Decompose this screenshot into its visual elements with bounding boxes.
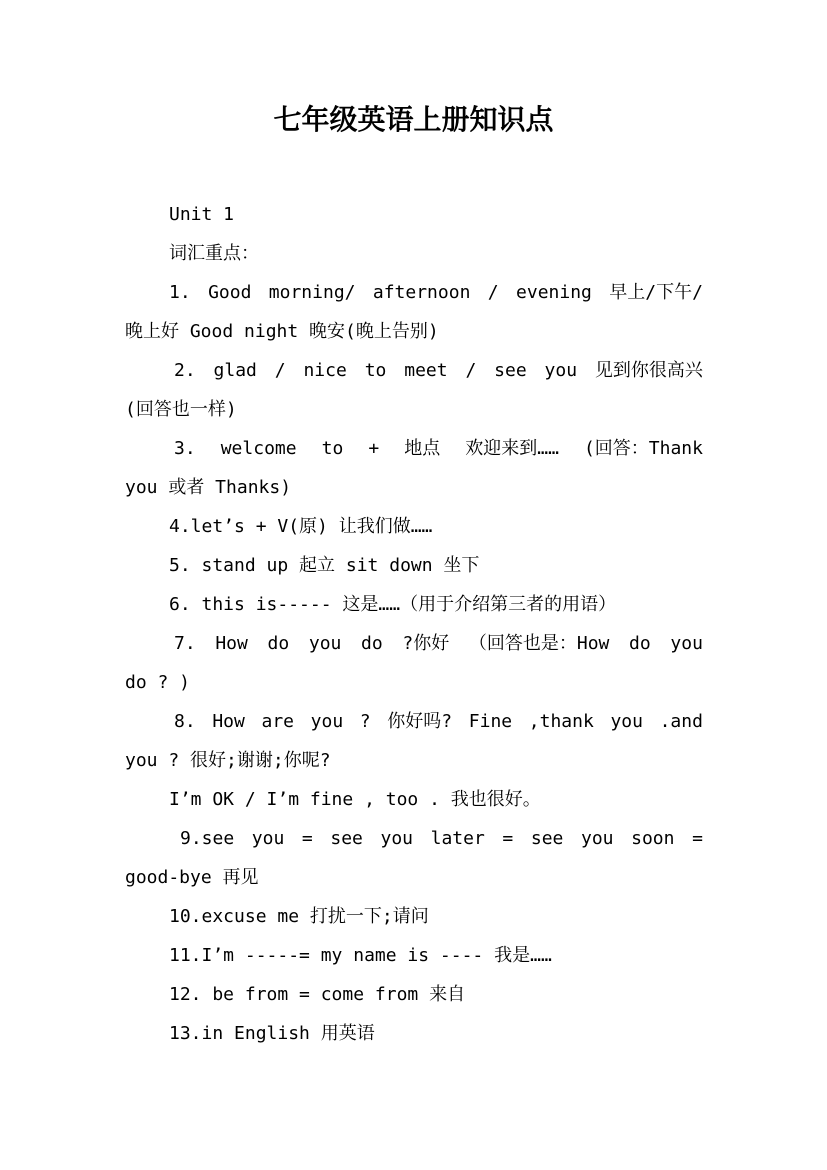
word: 欢迎来到……	[465, 438, 559, 459]
item-2-line-2: (回答也一样)	[125, 399, 237, 420]
item-11: 11.I’m -----= my name is ---- 我是……	[169, 945, 552, 966]
word: glad	[213, 360, 257, 381]
document-title: 七年级英语上册知识点	[273, 103, 554, 136]
word: How	[215, 633, 248, 654]
word: to	[321, 438, 344, 459]
word: meet	[404, 360, 448, 381]
word: evening	[516, 282, 592, 303]
word: ?	[359, 711, 371, 732]
word: 你好吗?	[387, 711, 453, 732]
item-7-line-2: do ? )	[125, 672, 191, 693]
item-9-line-1	[125, 819, 703, 858]
item-4: 4.let’s + V(原) 让我们做……	[169, 516, 433, 537]
document-body	[125, 195, 703, 1053]
word: =	[692, 828, 703, 849]
item-7-line-1	[125, 624, 703, 663]
word: welcome	[220, 438, 297, 459]
word: /	[487, 282, 499, 303]
item-1-line-2: 晚上好 Good night 晚安(晚上告别)	[125, 321, 439, 342]
word: soon	[631, 828, 675, 849]
word: you	[310, 711, 344, 732]
word: 7.	[174, 633, 196, 654]
word: 2.	[174, 360, 196, 381]
item-2-line-1	[125, 351, 703, 390]
word: 早上/下午/	[609, 282, 703, 303]
word: Good	[208, 282, 252, 303]
word: do	[629, 633, 651, 654]
item-9-line-2: good-bye 再见	[125, 867, 259, 888]
item-1-line-1	[125, 273, 703, 312]
word: are	[261, 711, 294, 732]
word: 3.	[174, 438, 196, 459]
item-6: 6. this is----- 这是……（用于介绍第三者的用语）	[169, 594, 617, 615]
word: Fine	[468, 711, 513, 732]
word: you	[610, 711, 643, 732]
word: 9.see	[180, 828, 235, 849]
word: =	[301, 828, 313, 849]
item-5: 5. stand up 起立 sit down 坐下	[169, 555, 480, 576]
item-3-line-2: you 或者 Thanks)	[125, 477, 292, 498]
word: 见到你很高兴	[594, 360, 703, 381]
word: /	[274, 360, 286, 381]
word: see	[530, 828, 564, 849]
word: see	[330, 828, 363, 849]
item-12: 12. be from = come from 来自	[169, 984, 466, 1005]
word: you	[308, 633, 342, 654]
word: morning/	[268, 282, 356, 303]
word: you	[670, 633, 703, 654]
word: do	[267, 633, 290, 654]
word: ,thank	[528, 711, 594, 732]
word: to	[364, 360, 387, 381]
item-3-line-1	[125, 429, 703, 468]
word: 地点	[404, 438, 441, 459]
word: （回答也是：How	[468, 633, 610, 654]
word: +	[368, 438, 380, 459]
word: you	[581, 828, 614, 849]
word: you	[544, 360, 578, 381]
item-10: 10.excuse me 打扰一下;请问	[169, 906, 429, 927]
item-8-line-1	[125, 702, 703, 741]
word: later	[430, 828, 485, 849]
word: see	[494, 360, 527, 381]
word: do	[361, 633, 383, 654]
word: =	[502, 828, 514, 849]
item-13: 13.in English 用英语	[169, 1023, 375, 1044]
word: nice	[303, 360, 347, 381]
word: afternoon	[372, 282, 471, 303]
word: you	[380, 828, 414, 849]
word: ?你好	[402, 633, 450, 654]
item-8-line-2: you ? 很好;谢谢;你呢?	[125, 750, 331, 771]
section-heading: 词汇重点：	[169, 243, 259, 264]
word: /	[465, 360, 477, 381]
word: 1.	[169, 282, 191, 303]
word: 8.	[174, 711, 196, 732]
word: How	[212, 711, 245, 732]
unit-heading: Unit 1	[169, 204, 235, 225]
item-8-reply: I’m OK / I’m fine , too . 我也很好。	[169, 789, 541, 810]
word: .and	[659, 711, 703, 732]
word: you	[251, 828, 285, 849]
word: (回答：Thank	[583, 438, 703, 459]
